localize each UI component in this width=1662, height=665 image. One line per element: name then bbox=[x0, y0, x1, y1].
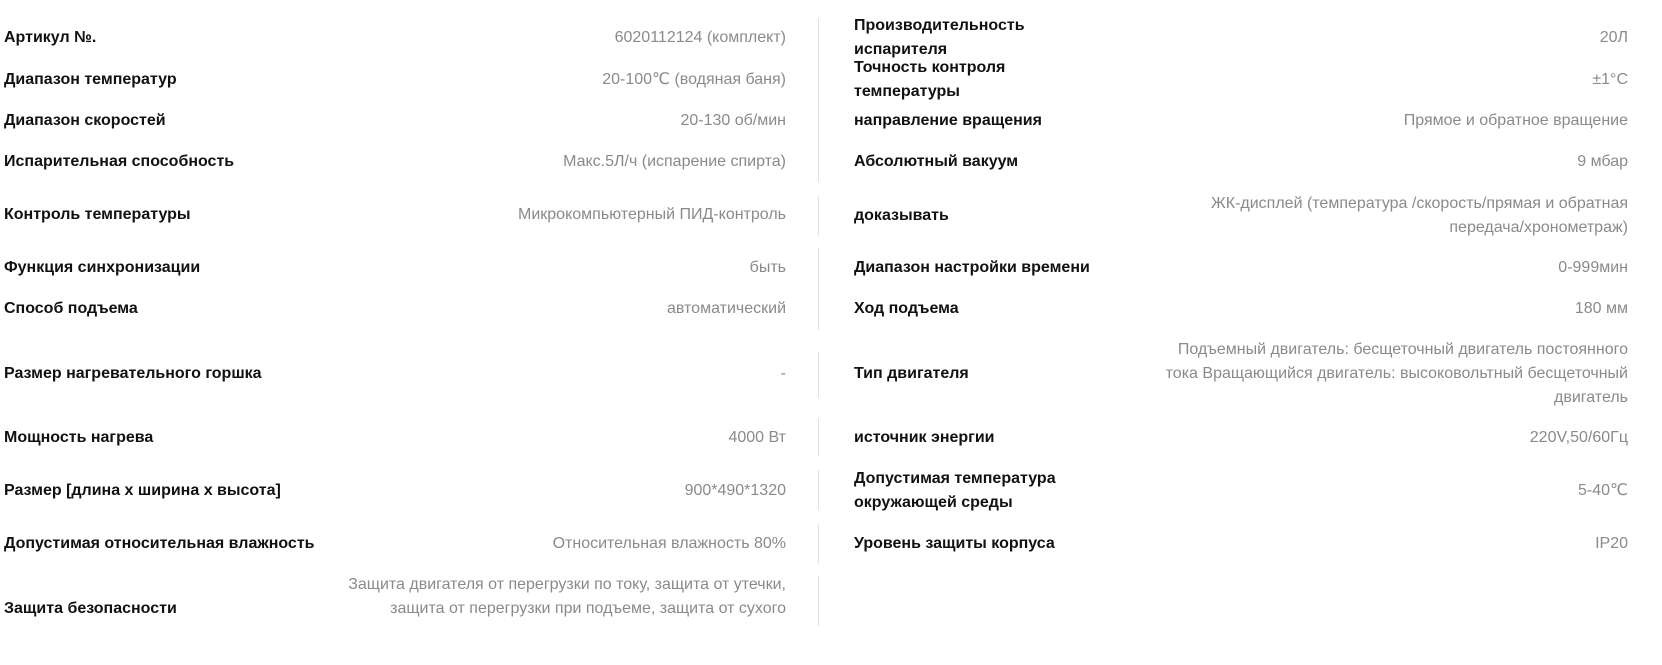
spec-value: 20Л bbox=[1599, 29, 1628, 46]
spec-row bbox=[820, 338, 1640, 410]
spec-value: 20-100℃ (водяная баня) bbox=[602, 71, 786, 88]
column-divider bbox=[818, 576, 819, 626]
spec-row bbox=[0, 479, 800, 503]
spec-row bbox=[820, 150, 1640, 174]
spec-value: Макс.5Л/ч (испарение спирта) bbox=[563, 153, 786, 170]
spec-row bbox=[820, 426, 1640, 450]
spec-value: Прямое и обратное вращение bbox=[1403, 112, 1628, 129]
spec-row bbox=[820, 256, 1640, 280]
spec-value: автоматический bbox=[666, 300, 786, 317]
spec-label: Диапазон настройки времени bbox=[854, 259, 1090, 276]
spec-value: - bbox=[780, 365, 786, 382]
spec-value: Защита двигателя от перегрузки по току, защита от утечки, защита от перегрузки при подъеме, защита от сухого bbox=[348, 576, 786, 617]
spec-row bbox=[0, 26, 800, 50]
spec-row bbox=[0, 109, 800, 133]
spec-label: Диапазон скоростей bbox=[4, 112, 166, 129]
column-divider bbox=[818, 418, 819, 456]
spec-label: Тип двигателя bbox=[854, 365, 969, 382]
spec-label: Испарительная способность bbox=[4, 153, 235, 170]
spec-row bbox=[820, 59, 1640, 100]
spec-row bbox=[0, 573, 800, 621]
spec-value: Подъемный двигатель: бесщеточный двигатель постоянного тока Вращающийся двигатель: высоковольтный бесщеточный двигатель bbox=[1165, 341, 1628, 406]
spec-value: 0-999мин bbox=[1558, 259, 1628, 276]
spec-value: 5-40℃ bbox=[1578, 482, 1628, 499]
spec-row bbox=[0, 150, 800, 174]
spec-row bbox=[0, 532, 800, 556]
spec-label: направление вращения bbox=[854, 112, 1042, 129]
spec-row bbox=[0, 297, 800, 321]
spec-value: Относительная влажность 80% bbox=[552, 535, 786, 552]
spec-row bbox=[0, 426, 800, 450]
spec-value: 9 мбар bbox=[1577, 153, 1628, 170]
spec-label: Способ подъема bbox=[4, 300, 138, 317]
spec-row bbox=[820, 17, 1640, 58]
spec-row bbox=[820, 297, 1640, 321]
spec-value: 6020112124 (комплект) bbox=[614, 29, 786, 46]
spec-value: 220V,50/60Гц bbox=[1529, 429, 1628, 446]
spec-label: Уровень защиты корпуса bbox=[854, 535, 1055, 552]
column-divider bbox=[818, 524, 819, 564]
spec-value: быть bbox=[749, 259, 786, 276]
column-divider bbox=[818, 196, 819, 236]
spec-label: Допустимая относительная влажность bbox=[4, 535, 315, 552]
column-divider bbox=[818, 470, 819, 510]
spec-label: Функция синхронизации bbox=[4, 259, 201, 276]
spec-row bbox=[0, 362, 800, 386]
spec-label: Контроль температуры bbox=[4, 206, 191, 223]
column-divider bbox=[818, 352, 819, 398]
spec-row bbox=[0, 256, 800, 280]
spec-label: Мощность нагрева bbox=[4, 429, 154, 446]
spec-value: 20-130 об/мин bbox=[680, 112, 786, 129]
spec-label: Размер нагревательного горшка bbox=[4, 365, 262, 382]
spec-value: 180 мм bbox=[1574, 300, 1628, 317]
spec-label: Допустимая температура окружающей среды bbox=[854, 470, 1056, 511]
spec-row bbox=[820, 467, 1640, 515]
spec-label: Размер [длина x ширина x высота] bbox=[4, 482, 281, 499]
spec-value: 4000 Вт bbox=[728, 429, 786, 446]
spec-row bbox=[820, 532, 1640, 556]
spec-label: Защита безопасности bbox=[4, 600, 177, 617]
spec-label: Диапазон температур bbox=[4, 71, 177, 88]
spec-label: Производительность испарителя bbox=[854, 17, 1025, 58]
spec-row bbox=[820, 109, 1640, 133]
spec-label: Абсолютный вакуум bbox=[854, 153, 1019, 170]
spec-value: ЖК-дисплей (температура /скорость/прямая и обратная передача/хронометраж) bbox=[1210, 195, 1628, 236]
spec-label: Артикул №. bbox=[4, 29, 97, 46]
spec-row bbox=[0, 203, 800, 227]
spec-label: доказывать bbox=[854, 207, 949, 224]
spec-value: 900*490*1320 bbox=[684, 482, 786, 499]
spec-value: Микрокомпьютерный ПИД-контроль bbox=[518, 206, 786, 223]
column-divider bbox=[818, 248, 819, 330]
spec-label: Точность контроля температуры bbox=[854, 59, 1006, 100]
spec-label: Ход подъема bbox=[854, 300, 959, 317]
spec-value: IP20 bbox=[1595, 535, 1628, 552]
spec-row bbox=[0, 68, 800, 92]
column-divider bbox=[818, 18, 819, 182]
spec-label: источник энергии bbox=[854, 429, 995, 446]
spec-row bbox=[820, 192, 1640, 240]
spec-value: ±1°C bbox=[1592, 71, 1628, 88]
